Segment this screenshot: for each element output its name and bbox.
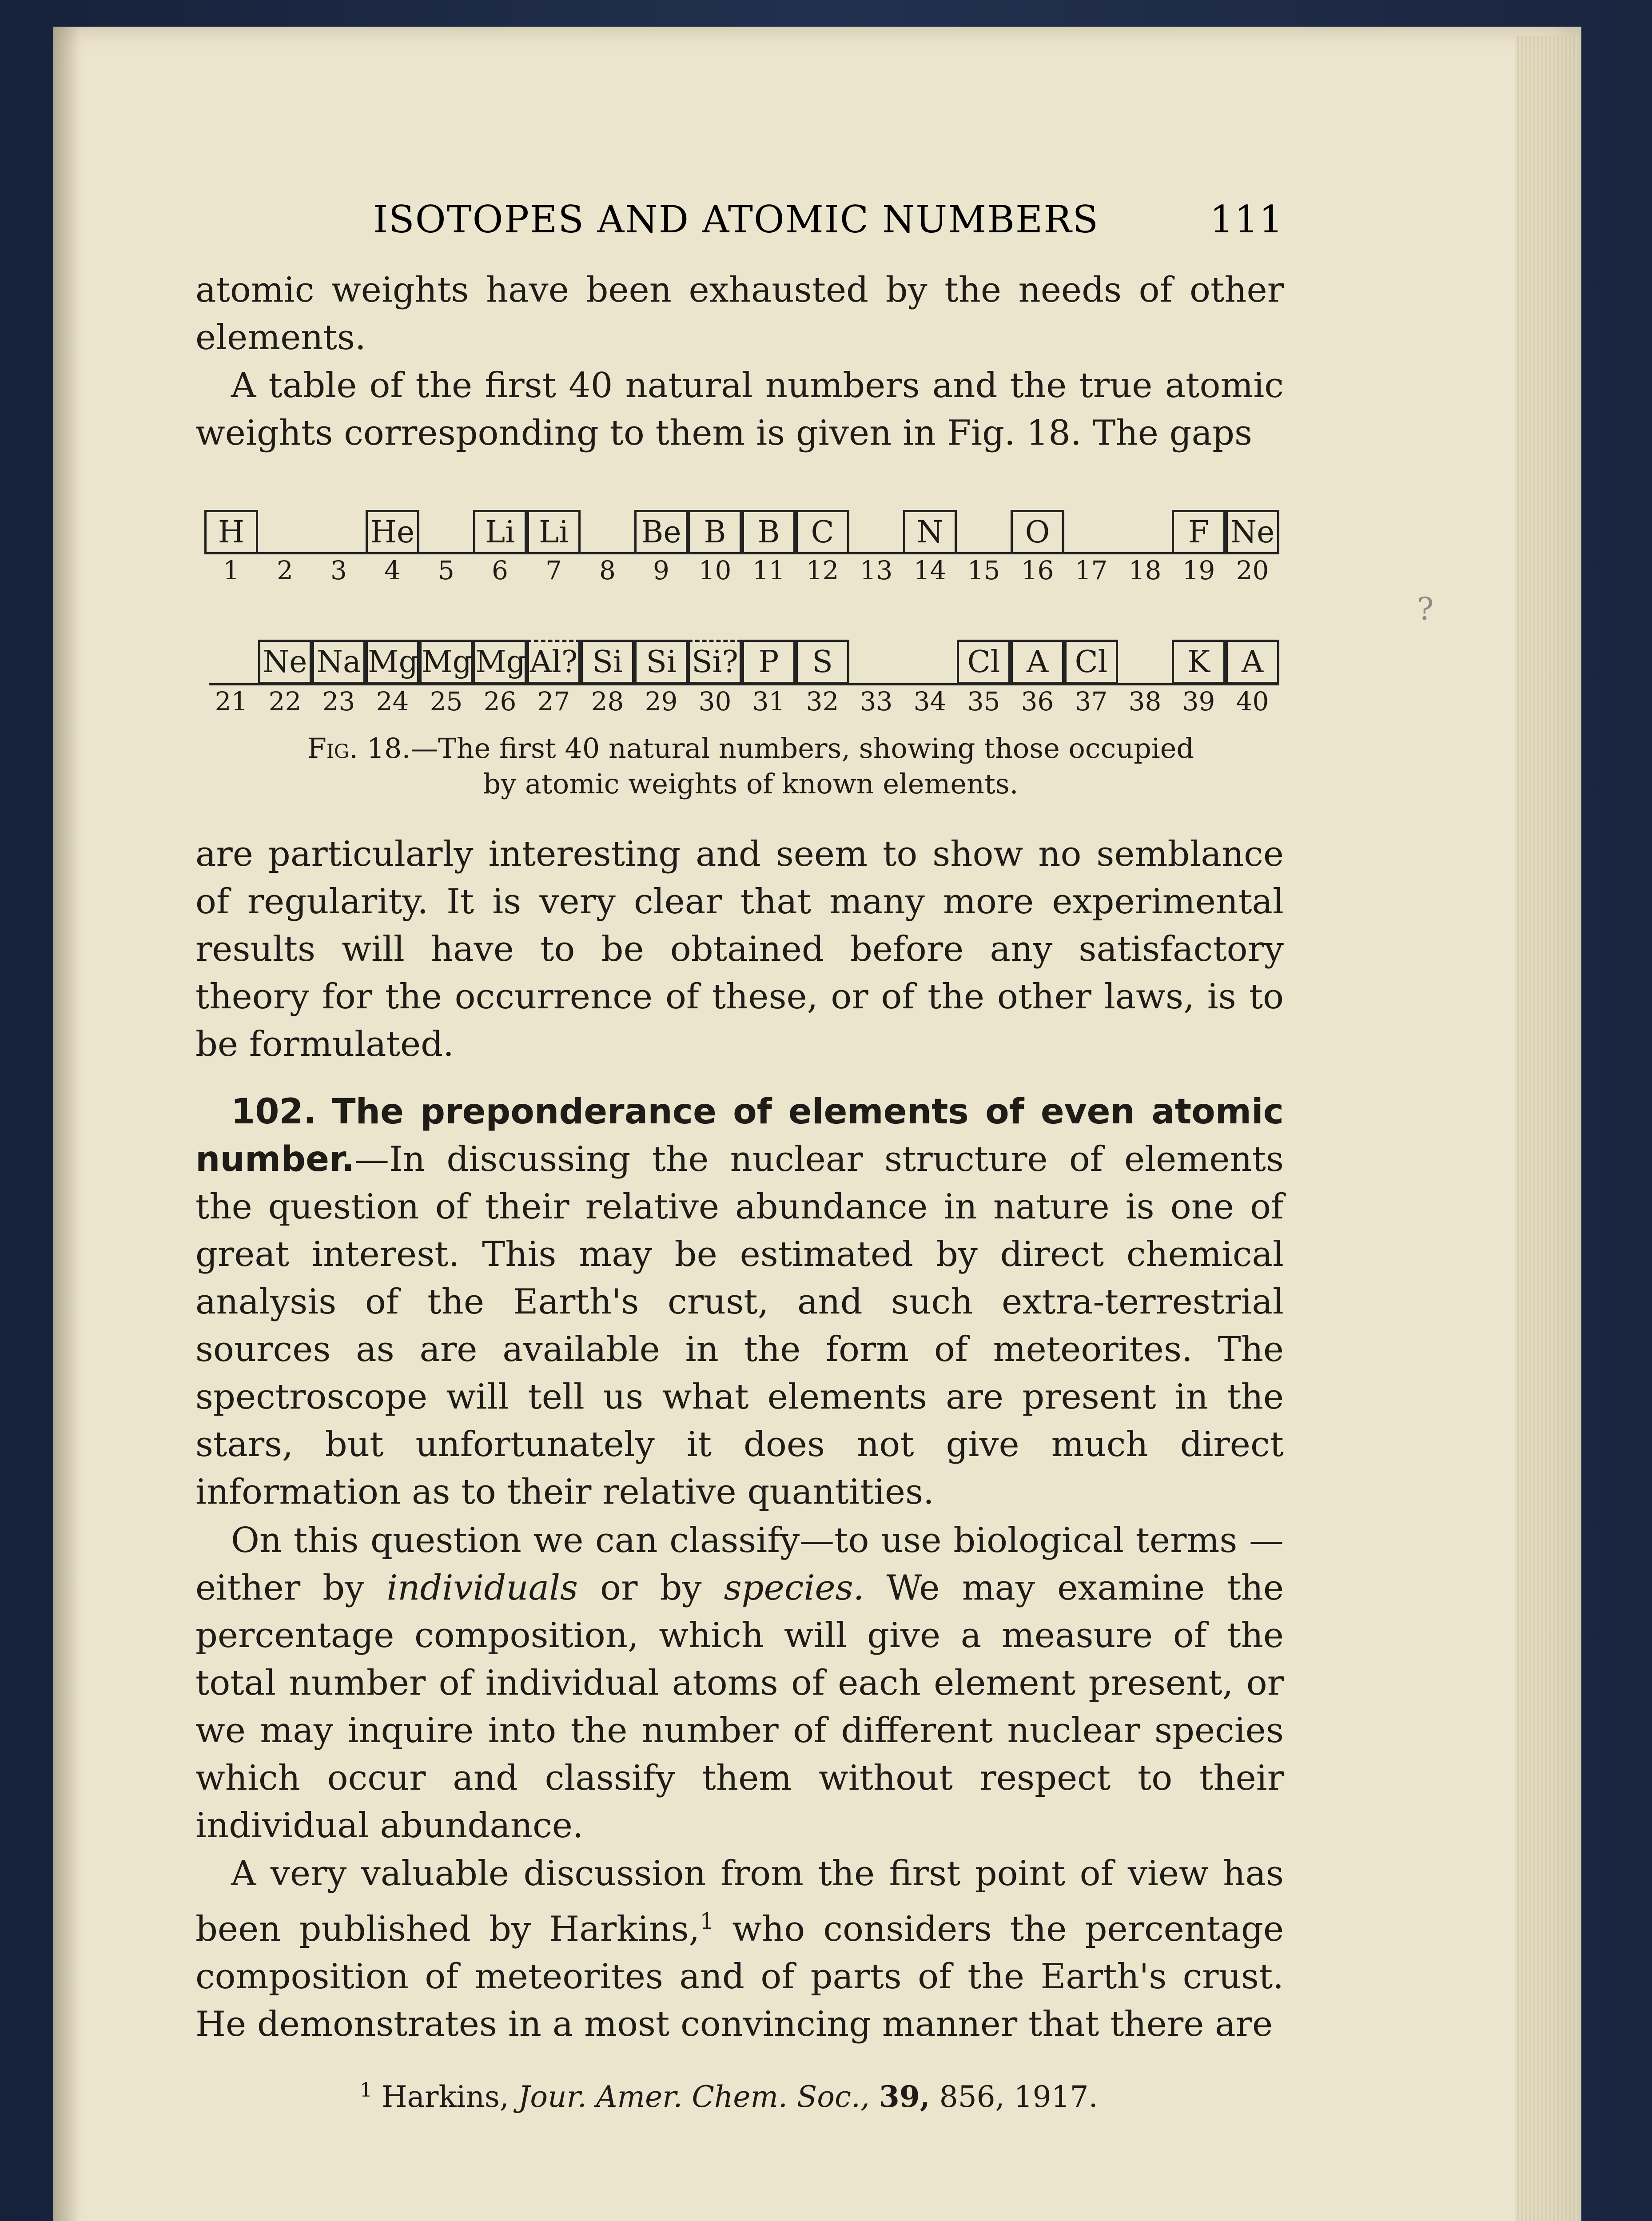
section-number: 102. bbox=[231, 1092, 317, 1132]
element-cell: Si bbox=[634, 640, 688, 684]
atomic-number-label: 35 bbox=[967, 686, 1000, 716]
atomic-number-label: 39 bbox=[1182, 686, 1215, 716]
atomic-number-label: 10 bbox=[698, 555, 732, 585]
paragraph-5 bbox=[195, 1517, 1284, 1850]
para5-a: On this question we can classify—to use biological terms —either by bbox=[195, 1520, 1284, 1608]
atomic-number-label: 7 bbox=[545, 555, 562, 585]
atomic-number-label: 30 bbox=[698, 686, 732, 716]
caption-label: Fig. bbox=[307, 732, 358, 764]
header-title: ISOTOPES AND ATOMIC NUMBERS bbox=[373, 198, 1099, 241]
atomic-number-label: 23 bbox=[322, 686, 355, 716]
atomic-number-label: 22 bbox=[268, 686, 302, 716]
margin-note: ? bbox=[1417, 591, 1434, 627]
atomic-number-label: 16 bbox=[1021, 555, 1054, 585]
element-cell: A bbox=[1226, 640, 1279, 684]
atomic-number-label: 15 bbox=[967, 555, 1000, 585]
atomic-number-label: 29 bbox=[645, 686, 678, 716]
atomic-number-label: 26 bbox=[483, 686, 517, 716]
paragraph-1: atomic weights have been exhausted by the needs of other elements. bbox=[195, 270, 1284, 358]
element-cell: Li bbox=[473, 510, 527, 554]
footnote bbox=[360, 2079, 1098, 2114]
caption-line-2: by atomic weights of known elements. bbox=[483, 768, 1019, 800]
atomic-number-label: 19 bbox=[1182, 555, 1215, 585]
caption-line-1-text: 18.—The first 40 natural numbers, showing those occupied bbox=[366, 732, 1194, 764]
element-cell: Be bbox=[634, 510, 688, 554]
element-cell: B bbox=[742, 510, 796, 554]
atomic-number-label: 32 bbox=[806, 686, 839, 716]
em-individuals: individuals bbox=[386, 1568, 578, 1608]
footnote-volume: 39, bbox=[879, 2079, 930, 2114]
atomic-number-label: 18 bbox=[1128, 555, 1162, 585]
para6-b: who considers the percentage composition of meteorites and of parts of the Earth's crust. He demonstrates in a most convincing manner that there are bbox=[195, 1909, 1284, 2044]
footnote-journal: Jour. Amer. Chem. Soc., bbox=[518, 2080, 870, 2114]
page-gutter bbox=[53, 27, 80, 2221]
atomic-number-label: 14 bbox=[913, 555, 947, 585]
atomic-number-label: 25 bbox=[430, 686, 463, 716]
element-cell: A bbox=[1011, 640, 1064, 684]
section-body: —In discussing the nuclear structure of elements the question of their relative abundance in nature is one of great interest. This may be estimated by direct chemical analysis of the Earth's crust, and such extra-terrestrial sources as are available in the form of meteorites. The spectroscope will tell us what elements are present in the stars, but unfortunately it does not give much direct information as to their relative quantities. bbox=[195, 1139, 1284, 1512]
element-cell: H bbox=[204, 510, 258, 554]
footnote-author: Harkins, bbox=[381, 2080, 509, 2114]
element-cell: N bbox=[903, 510, 957, 554]
element-cell: Si bbox=[581, 640, 634, 684]
running-header bbox=[373, 198, 1284, 247]
atomic-number-label: 3 bbox=[330, 555, 347, 585]
atomic-number-label: 36 bbox=[1021, 686, 1054, 716]
element-cell: Cl bbox=[957, 640, 1011, 684]
em-species: species. bbox=[724, 1568, 864, 1608]
para5-c: We may examine the percentage composition, which will give a measure of the total number of individual atoms of each element present, or we may inquire into the number of different nuclear species which occur and classify them without respect to their individual abundance. bbox=[195, 1568, 1284, 1846]
atomic-number-label: 40 bbox=[1236, 686, 1269, 716]
element-cell: Cl bbox=[1064, 640, 1118, 684]
footnote-page: 856, bbox=[939, 2080, 1005, 2114]
atomic-number-label: 27 bbox=[537, 686, 570, 716]
paragraph-6 bbox=[195, 1850, 1284, 2048]
element-cell: S bbox=[796, 640, 849, 684]
atomic-number-label: 6 bbox=[492, 555, 508, 585]
atomic-number-label: 5 bbox=[438, 555, 454, 585]
atomic-number-label: 34 bbox=[913, 686, 947, 716]
caption-line-1 bbox=[284, 731, 1217, 766]
element-cell: P bbox=[742, 640, 796, 684]
atomic-number-label: 21 bbox=[215, 686, 248, 716]
atomic-number-label: 37 bbox=[1075, 686, 1108, 716]
element-cell: Mg bbox=[419, 640, 473, 684]
atomic-number-label: 13 bbox=[860, 555, 893, 585]
atomic-number-label: 17 bbox=[1075, 555, 1108, 585]
element-cell: Si? bbox=[688, 640, 742, 684]
element-cell: B bbox=[688, 510, 742, 554]
element-cell: Na bbox=[312, 640, 366, 684]
element-cell: Ne bbox=[1226, 510, 1279, 554]
section-title: The preponderance of elements of even atomic number. bbox=[195, 1092, 1284, 1179]
footnote-ref: 1 bbox=[700, 1908, 714, 1934]
atomic-number-label: 20 bbox=[1236, 555, 1269, 585]
section-102 bbox=[195, 1088, 1284, 1516]
atomic-number-label: 24 bbox=[376, 686, 409, 716]
atomic-number-label: 1 bbox=[223, 555, 239, 585]
footnote-year: 1917. bbox=[1014, 2080, 1098, 2114]
para6-a: A very valuable discussion from the first point of view has been published by Harkins, bbox=[195, 1854, 1284, 1949]
element-cell: Mg bbox=[473, 640, 527, 684]
page-edges bbox=[1515, 36, 1577, 2221]
atomic-number-label: 31 bbox=[752, 686, 785, 716]
atomic-number-label: 28 bbox=[591, 686, 624, 716]
atomic-number-label: 2 bbox=[277, 555, 293, 585]
page-number: 111 bbox=[1210, 198, 1284, 241]
paragraph-3: are particularly interesting and seem to show no semblance of regularity. It is very clear that many more experimental results will have to be obtained before any satisfactory theory for the occurrence of these, or of the other laws, is to be formulated. bbox=[195, 834, 1284, 1064]
element-cell: Al? bbox=[527, 640, 581, 684]
element-cell: C bbox=[796, 510, 849, 554]
atomic-number-label: 4 bbox=[384, 555, 401, 585]
atomic-number-label: 12 bbox=[806, 555, 839, 585]
atomic-number-label: 33 bbox=[860, 686, 893, 716]
element-cell: Mg bbox=[366, 640, 419, 684]
element-cell: K bbox=[1172, 640, 1226, 684]
figure-caption bbox=[284, 731, 1217, 802]
atomic-number-label: 38 bbox=[1128, 686, 1162, 716]
element-cell: Li bbox=[527, 510, 581, 554]
atomic-number-label: 9 bbox=[653, 555, 669, 585]
footnote-marker: 1 bbox=[360, 2079, 372, 2102]
atomic-number-label: 11 bbox=[752, 555, 785, 585]
atomic-number-label: 8 bbox=[599, 555, 616, 585]
paragraph-2: A table of the first 40 natural numbers and the true atomic weights corresponding to them is given in Fig. 18. The gaps bbox=[195, 366, 1284, 453]
element-cell: He bbox=[366, 510, 419, 554]
element-cell: O bbox=[1011, 510, 1064, 554]
element-cell: F bbox=[1172, 510, 1226, 554]
para5-b: or by bbox=[578, 1568, 724, 1608]
element-cell: Ne bbox=[258, 640, 312, 684]
